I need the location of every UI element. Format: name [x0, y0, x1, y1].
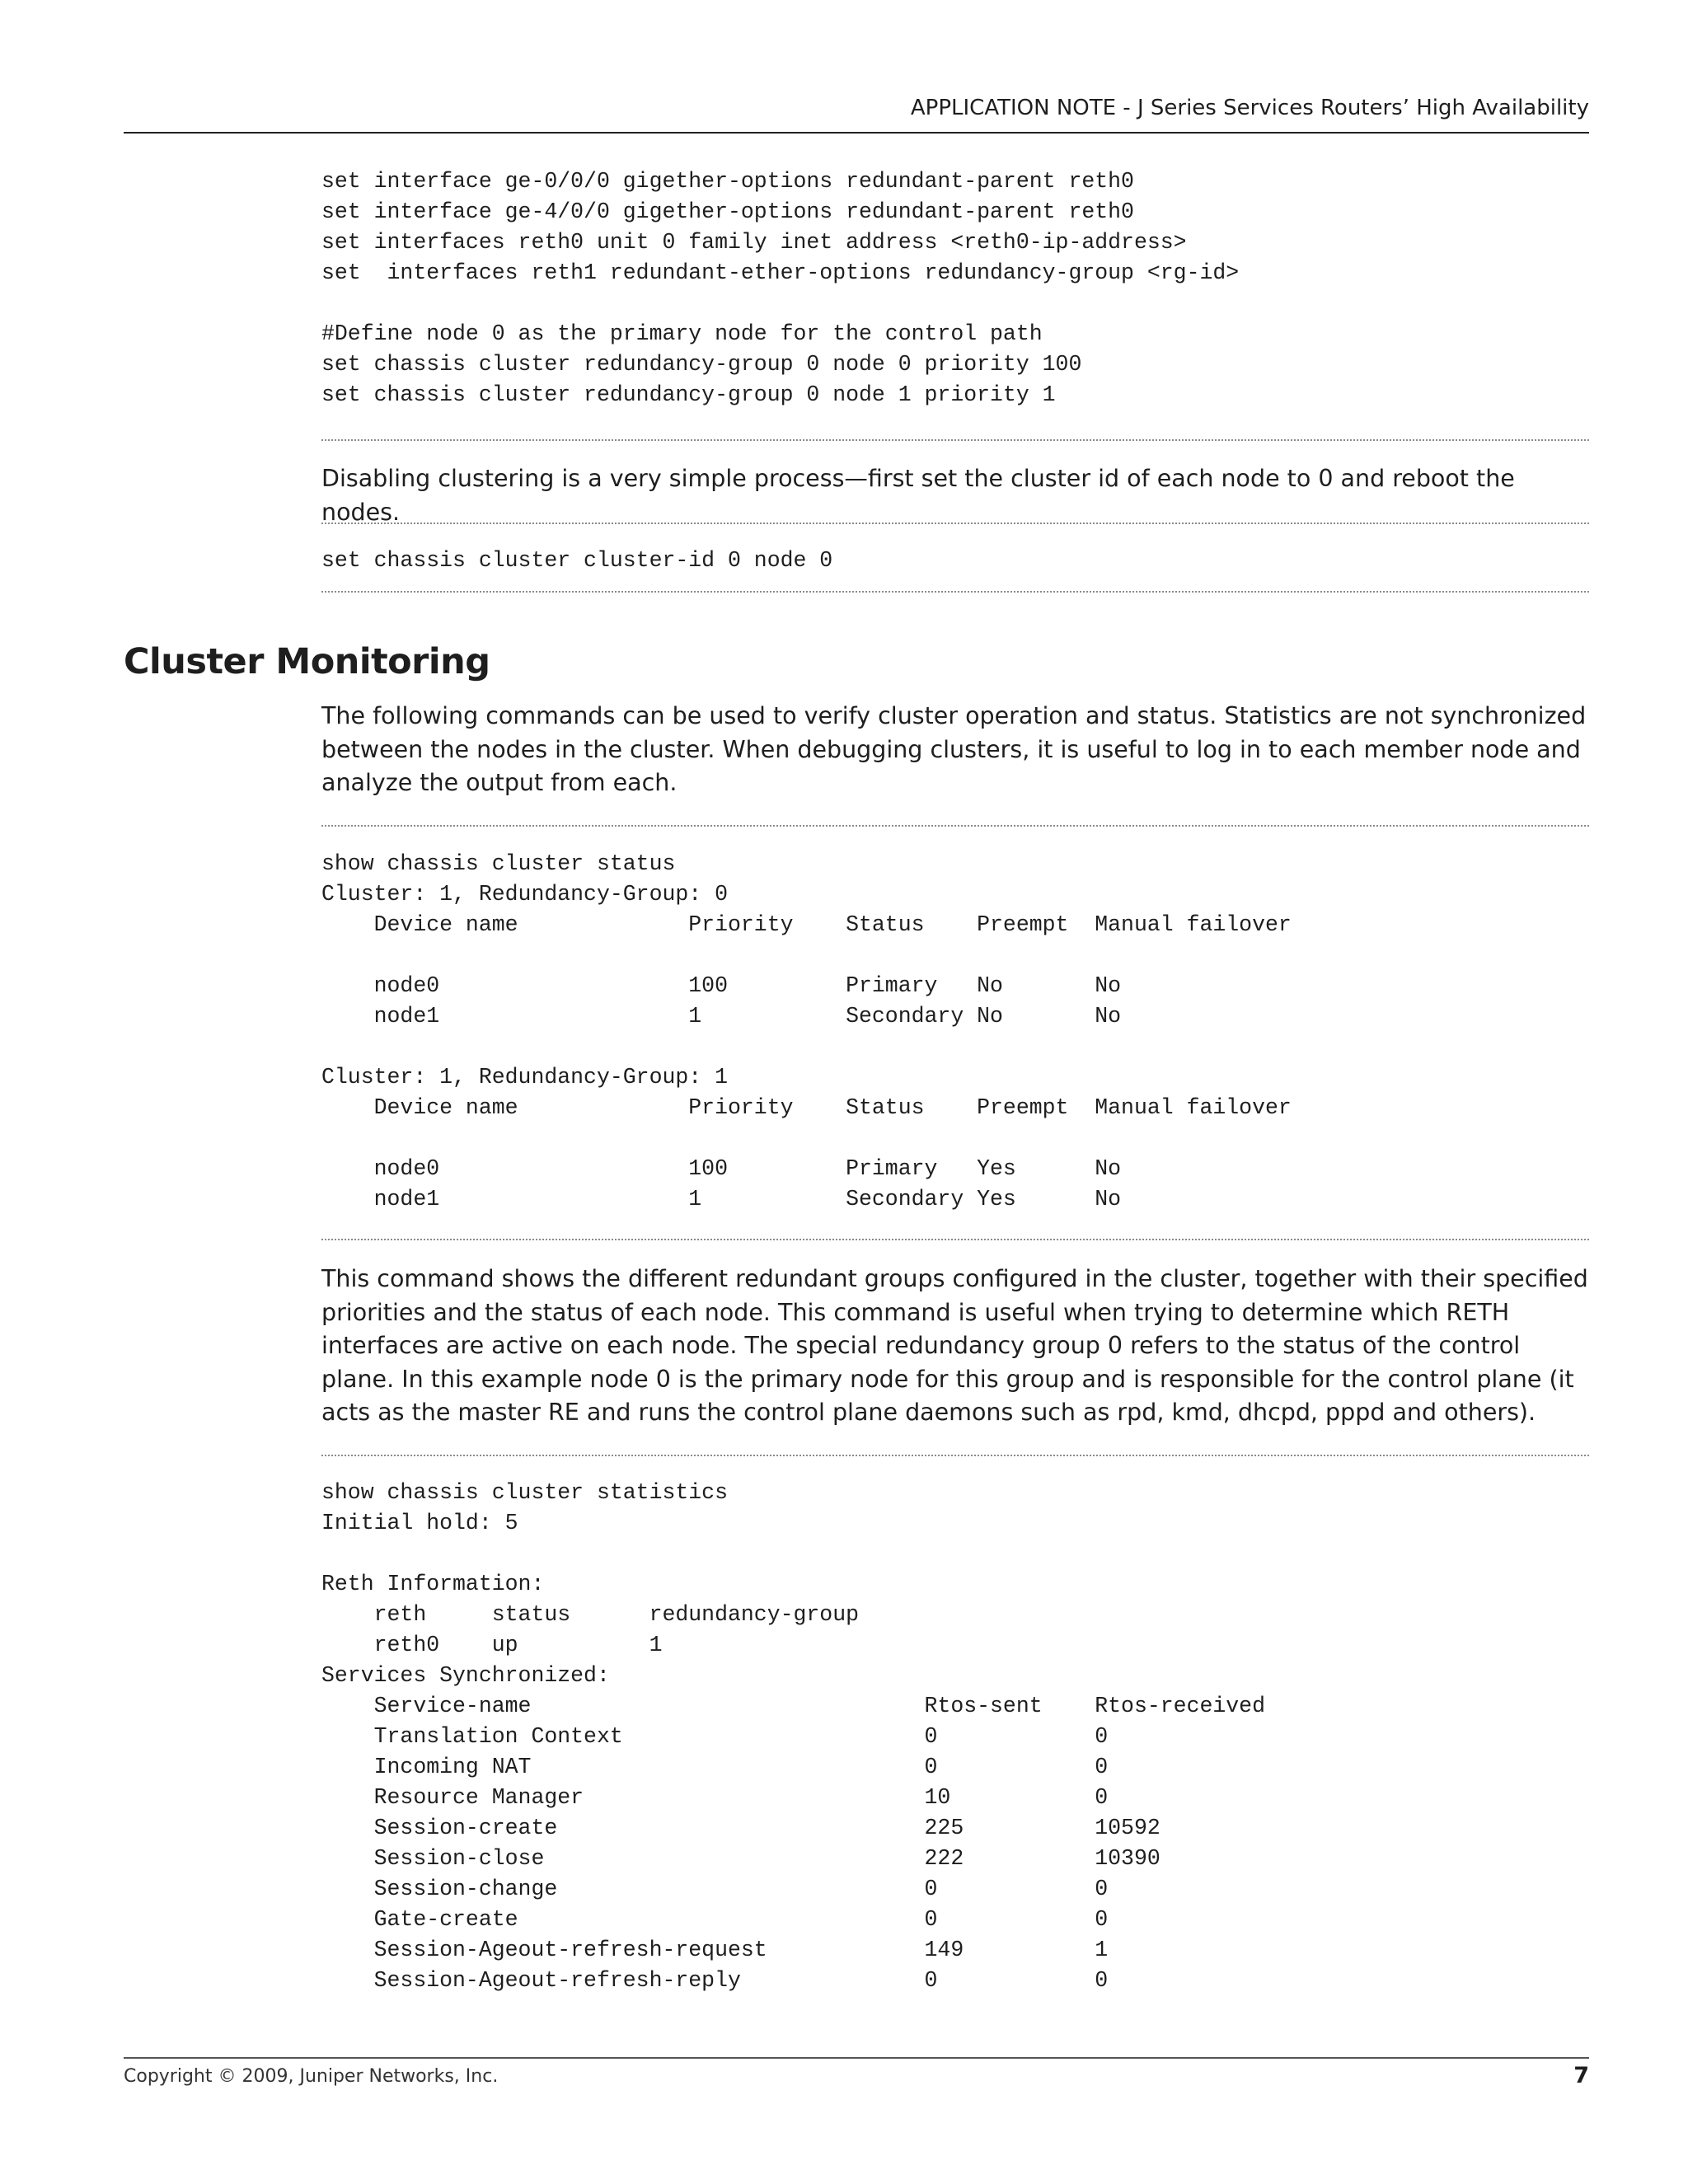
- dotted-divider: [321, 1455, 1589, 1456]
- dotted-divider: [321, 523, 1589, 524]
- page-header: [124, 91, 1589, 134]
- dotted-divider: [321, 439, 1589, 441]
- disable-code-block: set chassis cluster cluster-id 0 node 0: [321, 548, 833, 573]
- header-title: APPLICATION NOTE - J Series Services Routers’ High Availability: [910, 96, 1589, 120]
- monitoring-intro-paragraph: The following commands can be used to verify cluster operation and status. Statistics are not synchronized between the nodes in the cluster. When debugging clusters, it is useful to log in to each member node and analyze the output from each.: [321, 702, 1587, 796]
- statistics-code-block: show chassis cluster statistics Initial hold: 5 Reth Information: reth status redundancy-group reth0 up 1 Services Synchronized: Service-name Rtos-sent Rtos-received Translation Context 0 0 Incoming NAT 0 0 Resource Manager 10 0 Session-create 225 10592 Session-close 222 10390 Session-change 0 0 Gate-create 0 0 Session-Ageout-refresh-request 149 1 Session-Ageout-refresh-reply 0 0: [321, 1480, 1265, 1993]
- dotted-divider: [321, 825, 1589, 827]
- config-code-block: set interface ge-0/0/0 gigether-options redundant-parent reth0 set interface ge-4/0/0 gigether-options redundant-parent reth0 set interfaces reth0 unit 0 family inet address <reth0-ip-address> set interfaces reth1 redundant-ether-options redundancy-group <rg-id> #Define node 0 as the primary node for the control path set chassis cluster redundancy-group 0 node 0 priority 100 set chassis cluster redundancy-group 0 node 1 priority 1: [321, 169, 1240, 407]
- status-explanation-paragraph: This command shows the different redundant groups configured in the cluster, together with their specified priorities and the status of each node. This command is useful when trying to determine which RETH interfaces are active on each node. The special redundancy group 0 refers to the status of the control plane. In this example node 0 is the primary node for this group and is responsible for the control plane (it acts as the master RE and runs the control plane daemons such as rpd, kmd, dhcpd, pppd and others).: [321, 1265, 1588, 1426]
- footer-copyright: Copyright © 2009, Juniper Networks, Inc.: [124, 2066, 499, 2087]
- footer-rule: [124, 2057, 1589, 2059]
- section-heading: Cluster Monitoring: [124, 641, 490, 682]
- page-number: 7: [1573, 2063, 1589, 2088]
- dotted-divider: [321, 591, 1589, 593]
- dotted-divider: [321, 1239, 1589, 1240]
- disabling-paragraph: Disabling clustering is a very simple process—first set the cluster id of each node to 0 and reboot the nodes.: [321, 465, 1515, 526]
- status-code-block: show chassis cluster status Cluster: 1, Redundancy-Group: 0 Device name Priority Status Preempt Manual failover node0 100 Primary No No node1 1 Secondary No No Cluster: 1, Redundancy-Group: 1 Device name Priority Status Preempt Manual failover node0 100 Primary Yes No node1 1 Secondary Yes No: [321, 851, 1292, 1212]
